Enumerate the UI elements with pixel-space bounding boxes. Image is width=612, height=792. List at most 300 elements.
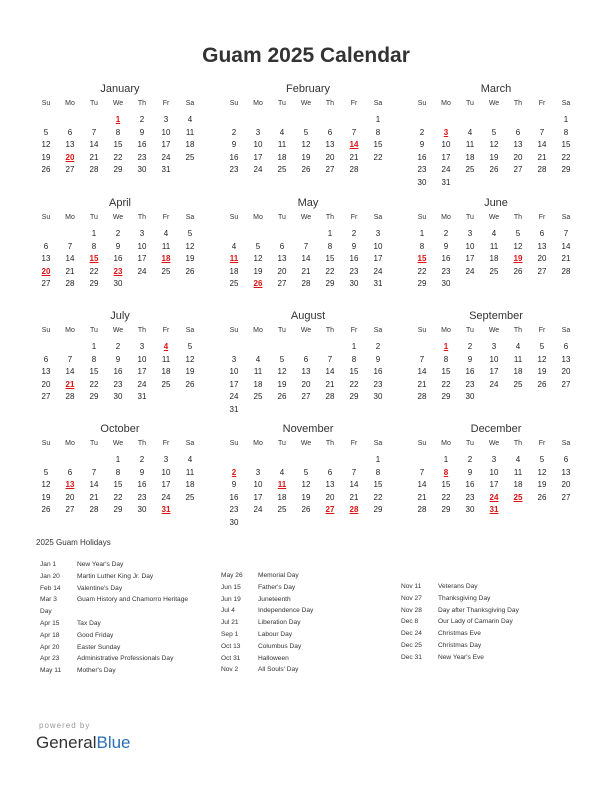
- date-cell: 26: [537, 492, 547, 502]
- holiday-date: 11: [229, 254, 239, 263]
- date-cell: 6: [515, 127, 521, 137]
- date-cell: 8: [115, 127, 121, 137]
- date-cell: 9: [139, 467, 145, 477]
- holiday-date-text: Jun 19: [221, 595, 241, 603]
- date-cell: 23: [349, 266, 359, 276]
- holiday-date-text: May 26: [221, 572, 243, 579]
- date-cell: 13: [277, 254, 287, 263]
- holiday-row: [40, 665, 209, 677]
- date-cell: 2: [139, 455, 145, 464]
- date-cell: 11: [513, 467, 523, 477]
- date-cell: 23: [465, 379, 475, 389]
- weekday-label: Su: [229, 100, 239, 107]
- date-cell: 4: [491, 229, 497, 238]
- date-cell: 29: [113, 505, 123, 514]
- weekday-label: Fr: [538, 214, 546, 221]
- holiday-date: 25: [513, 492, 523, 502]
- holiday-name: Christmas Day: [438, 641, 482, 649]
- date-cell: 17: [465, 254, 475, 263]
- holiday-name: Juneteenth: [258, 595, 291, 603]
- weekday-label: Tu: [90, 100, 98, 107]
- date-cell: 21: [89, 492, 99, 502]
- weekday-label: Su: [229, 214, 239, 221]
- holiday-date: 28: [349, 505, 359, 514]
- date-cell: 5: [187, 342, 193, 351]
- date-cell: 12: [489, 140, 499, 149]
- date-cell: 9: [467, 354, 473, 364]
- weekday-label: Th: [513, 327, 523, 334]
- date-cell: 31: [161, 165, 171, 174]
- date-cell: 24: [465, 266, 475, 276]
- date-cell: 21: [349, 492, 359, 502]
- date-cell: 14: [561, 241, 571, 251]
- date-cell: 27: [537, 266, 547, 276]
- weekday-label: Fr: [162, 100, 170, 107]
- date-cell: 26: [301, 505, 311, 514]
- date-cell: 23: [137, 152, 147, 162]
- date-cell: 12: [41, 140, 51, 149]
- holiday-column: [221, 570, 390, 676]
- date-cell: 9: [115, 241, 121, 251]
- weekday-label: Tu: [278, 327, 286, 334]
- date-cell: 18: [513, 480, 523, 489]
- date-cell: 31: [229, 404, 239, 414]
- weekday-label: Mo: [441, 327, 451, 334]
- holiday-date: 4: [163, 342, 169, 351]
- holiday-date: 14: [349, 140, 359, 149]
- date-cell: 6: [67, 127, 73, 137]
- date-cell: 28: [65, 279, 75, 288]
- date-cell: 21: [349, 152, 359, 162]
- date-cell: 21: [301, 266, 311, 276]
- date-cell: 23: [373, 379, 383, 389]
- date-cell: 7: [303, 241, 309, 251]
- date-cell: 28: [417, 505, 427, 514]
- holiday-date-text: Jan 1: [40, 561, 57, 568]
- date-cell: 19: [301, 492, 311, 502]
- date-cell: 9: [115, 354, 121, 364]
- holiday-date-text: Apr 15: [40, 619, 60, 627]
- date-cell: 5: [539, 342, 545, 351]
- weekday-label: Su: [229, 327, 239, 334]
- date-cell: 20: [65, 492, 75, 502]
- date-cell: 9: [375, 354, 381, 364]
- date-cell: 17: [253, 152, 263, 162]
- date-cell: 10: [161, 127, 171, 137]
- date-cell: 4: [255, 354, 261, 364]
- weekday-label: Su: [41, 440, 51, 447]
- date-cell: 26: [513, 266, 523, 276]
- holiday-date-text: Dec 31: [401, 653, 422, 661]
- date-cell: 13: [41, 254, 51, 263]
- weekday-label: Sa: [561, 440, 571, 447]
- date-cell: 17: [441, 152, 451, 162]
- holiday-row: [401, 581, 570, 593]
- weekday-label: Th: [137, 440, 147, 447]
- weekday-label: Tu: [466, 214, 474, 221]
- date-cell: 7: [67, 354, 73, 364]
- date-cell: 27: [65, 505, 75, 514]
- logo-blue: Blue: [96, 733, 131, 752]
- holiday-date: 8: [443, 467, 449, 477]
- weekday-label: Fr: [162, 214, 170, 221]
- date-cell: 28: [65, 392, 75, 401]
- date-cell: 16: [465, 480, 475, 489]
- weekday-label: Mo: [65, 100, 75, 107]
- holiday-date: 15: [417, 254, 427, 263]
- date-cell: 15: [113, 480, 123, 489]
- date-cell: 16: [349, 254, 359, 263]
- weekday-label: Tu: [278, 100, 286, 107]
- date-cell: 29: [417, 279, 427, 288]
- holiday-row: [221, 629, 390, 641]
- date-cell: 10: [465, 241, 475, 251]
- date-cell: 24: [373, 266, 383, 276]
- date-cell: 17: [137, 367, 147, 376]
- weekday-label: Fr: [162, 327, 170, 334]
- holiday-date: 15: [89, 254, 99, 263]
- date-cell: 20: [561, 367, 571, 376]
- holiday-name: Mother's Day: [77, 667, 116, 675]
- date-cell: 10: [489, 354, 499, 364]
- weekday-label: Su: [229, 440, 239, 447]
- month-name: December: [470, 423, 522, 435]
- date-cell: 16: [441, 254, 451, 263]
- date-cell: 18: [489, 254, 499, 263]
- date-cell: 30: [113, 279, 123, 288]
- weekday-label: Sa: [185, 100, 195, 107]
- date-cell: 2: [231, 127, 237, 137]
- date-cell: 27: [325, 165, 335, 174]
- date-cell: 22: [325, 266, 335, 276]
- holiday-row: [401, 593, 570, 605]
- weekday-label: We: [300, 100, 312, 107]
- weekday-label: We: [300, 214, 312, 221]
- weekday-label: We: [488, 100, 500, 107]
- date-cell: 30: [465, 392, 475, 401]
- date-cell: 13: [41, 367, 51, 376]
- date-cell: 31: [137, 392, 147, 401]
- date-cell: 25: [277, 505, 287, 514]
- date-cell: 1: [115, 455, 121, 464]
- date-cell: 25: [185, 492, 195, 502]
- date-cell: 12: [277, 367, 287, 376]
- date-cell: 29: [89, 279, 99, 288]
- date-cell: 11: [513, 354, 523, 364]
- date-cell: 30: [465, 505, 475, 514]
- date-cell: 6: [43, 241, 49, 251]
- date-cell: 2: [115, 342, 121, 351]
- date-cell: 19: [537, 367, 547, 376]
- holiday-date-text: Dec 25: [401, 641, 422, 649]
- date-cell: 19: [537, 480, 547, 489]
- holiday-column: [40, 559, 209, 677]
- date-cell: 5: [303, 127, 309, 137]
- date-cell: 12: [185, 241, 195, 251]
- date-cell: 8: [375, 127, 381, 137]
- date-cell: 14: [325, 367, 335, 376]
- date-cell: 29: [561, 165, 571, 174]
- date-cell: 18: [185, 140, 195, 149]
- date-cell: 5: [515, 229, 521, 238]
- date-cell: 2: [467, 342, 473, 351]
- holiday-date-text: Nov 11: [401, 583, 422, 590]
- date-cell: 29: [89, 392, 99, 401]
- date-cell: 21: [325, 379, 335, 389]
- holiday-name: Independence Day: [258, 607, 314, 615]
- date-cell: 26: [41, 165, 51, 174]
- date-cell: 24: [161, 492, 171, 502]
- date-cell: 14: [301, 254, 311, 263]
- weekday-label: Mo: [441, 440, 451, 447]
- date-cell: 20: [325, 152, 335, 162]
- holiday-row: [40, 653, 209, 665]
- date-cell: 1: [443, 455, 449, 464]
- generalblue-logo[interactable]: [36, 733, 131, 753]
- month-name: May: [297, 197, 319, 209]
- weekday-label: Th: [325, 440, 335, 447]
- holidays-title: 2025 Guam Holidays: [36, 538, 111, 547]
- weekday-label: Fr: [538, 100, 546, 107]
- date-cell: 2: [467, 455, 473, 464]
- holiday-date: 24: [489, 492, 499, 502]
- page-title: Guam 2025 Calendar: [202, 44, 410, 67]
- holiday-date-text: Apr 23: [40, 655, 60, 663]
- weekday-label: Th: [513, 440, 523, 447]
- holiday-date: 1: [443, 342, 449, 351]
- date-cell: 6: [563, 455, 569, 464]
- month-name: March: [480, 83, 512, 95]
- date-cell: 22: [417, 266, 427, 276]
- date-cell: 24: [441, 165, 451, 174]
- weekday-label: Sa: [373, 440, 383, 447]
- date-cell: 25: [229, 279, 239, 288]
- date-cell: 13: [561, 467, 571, 477]
- date-cell: 6: [43, 354, 49, 364]
- weekday-label: Tu: [90, 214, 98, 221]
- powered-by-text: powered by: [39, 721, 91, 730]
- date-cell: 4: [187, 455, 193, 464]
- weekday-label: Fr: [350, 214, 358, 221]
- weekday-label: Tu: [466, 100, 474, 107]
- date-cell: 17: [253, 492, 263, 502]
- date-cell: 7: [419, 467, 425, 477]
- date-cell: 3: [163, 115, 169, 124]
- holiday-row: [40, 571, 209, 583]
- date-cell: 20: [325, 492, 335, 502]
- holiday-date: 18: [161, 254, 171, 263]
- date-cell: 13: [325, 140, 335, 149]
- date-cell: 2: [115, 229, 121, 238]
- date-cell: 30: [349, 279, 359, 288]
- date-cell: 8: [327, 241, 333, 251]
- date-cell: 15: [441, 480, 451, 489]
- weekday-label: Su: [41, 327, 51, 334]
- weekday-label: Su: [41, 214, 51, 221]
- holiday-date-text: Day: [40, 608, 52, 616]
- date-cell: 8: [351, 354, 357, 364]
- date-cell: 14: [65, 367, 75, 376]
- date-cell: 19: [301, 152, 311, 162]
- date-cell: 21: [89, 152, 99, 162]
- date-cell: 1: [327, 229, 333, 238]
- holiday-row: [221, 617, 390, 629]
- date-cell: 13: [65, 140, 75, 149]
- date-cell: 16: [229, 152, 239, 162]
- date-cell: 17: [229, 379, 239, 389]
- weekday-label: Mo: [65, 327, 75, 334]
- date-cell: 13: [325, 480, 335, 489]
- date-cell: 23: [417, 165, 427, 174]
- date-cell: 21: [65, 266, 75, 276]
- date-cell: 28: [561, 266, 571, 276]
- date-cell: 6: [539, 229, 545, 238]
- date-cell: 14: [417, 480, 427, 489]
- holiday-date-text: Dec 24: [401, 630, 422, 638]
- holiday-name: [77, 606, 209, 618]
- date-cell: 18: [229, 266, 239, 276]
- date-cell: 30: [441, 279, 451, 288]
- holiday-date: 26: [253, 279, 263, 288]
- date-cell: 25: [161, 266, 171, 276]
- date-cell: 15: [561, 140, 571, 149]
- date-cell: 23: [137, 492, 147, 502]
- date-cell: 19: [185, 367, 195, 376]
- date-cell: 12: [185, 354, 195, 364]
- date-cell: 25: [513, 379, 523, 389]
- date-cell: 26: [185, 266, 195, 276]
- holiday-name: Memorial Day: [258, 572, 299, 579]
- date-cell: 8: [375, 467, 381, 477]
- holiday-row: [221, 664, 390, 676]
- date-cell: 18: [277, 492, 287, 502]
- date-cell: 7: [91, 127, 97, 137]
- month-name: September: [469, 310, 523, 322]
- date-cell: 13: [561, 354, 571, 364]
- date-cell: 16: [113, 254, 123, 263]
- date-cell: 12: [537, 467, 547, 477]
- date-cell: 27: [513, 165, 523, 174]
- weekday-label: Su: [417, 327, 427, 334]
- date-cell: 29: [441, 505, 451, 514]
- weekday-label: Th: [513, 214, 523, 221]
- weekday-label: Tu: [90, 440, 98, 447]
- date-cell: 8: [91, 354, 97, 364]
- holiday-row: [401, 652, 570, 664]
- date-cell: 1: [91, 342, 97, 351]
- date-cell: 7: [91, 467, 97, 477]
- holiday-row: [401, 628, 570, 640]
- date-cell: 20: [301, 379, 311, 389]
- date-cell: 4: [279, 127, 285, 137]
- date-cell: 26: [301, 165, 311, 174]
- date-cell: 15: [373, 140, 383, 149]
- weekday-label: Mo: [253, 327, 263, 334]
- weekday-label: Su: [417, 100, 427, 107]
- date-cell: 19: [41, 152, 51, 162]
- date-cell: 16: [465, 367, 475, 376]
- date-cell: 28: [325, 392, 335, 401]
- date-cell: 28: [417, 392, 427, 401]
- weekday-label: Th: [137, 100, 147, 107]
- holiday-row: [40, 618, 209, 630]
- date-cell: 13: [301, 367, 311, 376]
- holiday-row: [401, 616, 570, 628]
- date-cell: 5: [303, 467, 309, 477]
- holiday-name: Good Friday: [77, 631, 114, 639]
- month-name: February: [285, 83, 331, 95]
- holiday-row: [221, 641, 390, 653]
- date-cell: 28: [349, 165, 359, 174]
- holiday-date: 13: [65, 480, 75, 489]
- weekday-label: We: [112, 100, 124, 107]
- weekday-label: Tu: [90, 327, 98, 334]
- holiday-date-text: May 11: [40, 667, 62, 675]
- weekday-label: Sa: [561, 214, 571, 221]
- holiday-row: [221, 570, 390, 582]
- weekday-label: Su: [417, 440, 427, 447]
- date-cell: 26: [537, 379, 547, 389]
- date-cell: 14: [349, 480, 359, 489]
- date-cell: 9: [351, 241, 357, 251]
- date-cell: 15: [113, 140, 123, 149]
- date-cell: 10: [489, 467, 499, 477]
- weekday-label: Mo: [65, 440, 75, 447]
- holiday-row: [221, 605, 390, 617]
- holiday-date: 31: [161, 505, 171, 514]
- date-cell: 18: [161, 367, 171, 376]
- holiday-date: 11: [277, 480, 287, 489]
- date-cell: 18: [185, 480, 195, 489]
- weekday-label: Sa: [561, 100, 571, 107]
- date-cell: 1: [375, 455, 381, 464]
- date-cell: 3: [491, 342, 497, 351]
- holiday-date: 1: [115, 115, 121, 124]
- date-cell: 18: [513, 367, 523, 376]
- weekday-label: Tu: [466, 440, 474, 447]
- date-cell: 10: [137, 354, 147, 364]
- date-cell: 23: [229, 165, 239, 174]
- weekday-label: We: [112, 440, 124, 447]
- date-cell: 5: [43, 127, 49, 137]
- holiday-row: [40, 594, 209, 606]
- date-cell: 13: [537, 241, 547, 251]
- holiday-date: 21: [65, 379, 75, 389]
- weekday-label: Tu: [278, 214, 286, 221]
- date-cell: 7: [351, 467, 357, 477]
- holiday-date-text: Apr 18: [40, 631, 60, 639]
- date-cell: 9: [231, 480, 237, 489]
- holiday-row: [40, 583, 209, 595]
- holiday-date: 3: [443, 127, 449, 137]
- holiday-row: [401, 640, 570, 652]
- date-cell: 17: [489, 480, 499, 489]
- holiday-name: Columbus Day: [258, 642, 302, 650]
- date-cell: 7: [539, 127, 545, 137]
- logo-general: General: [36, 733, 97, 752]
- weekday-label: Fr: [538, 327, 546, 334]
- weekday-label: Su: [417, 214, 427, 221]
- date-cell: 27: [301, 392, 311, 401]
- date-cell: 11: [161, 354, 171, 364]
- holiday-date-text: Jul 4: [221, 607, 235, 615]
- weekday-label: Fr: [350, 440, 358, 447]
- date-cell: 9: [419, 140, 425, 149]
- date-cell: 16: [113, 367, 123, 376]
- holiday-date-text: Feb 14: [40, 584, 61, 592]
- holiday-date: 31: [489, 505, 499, 514]
- date-cell: 20: [561, 480, 571, 489]
